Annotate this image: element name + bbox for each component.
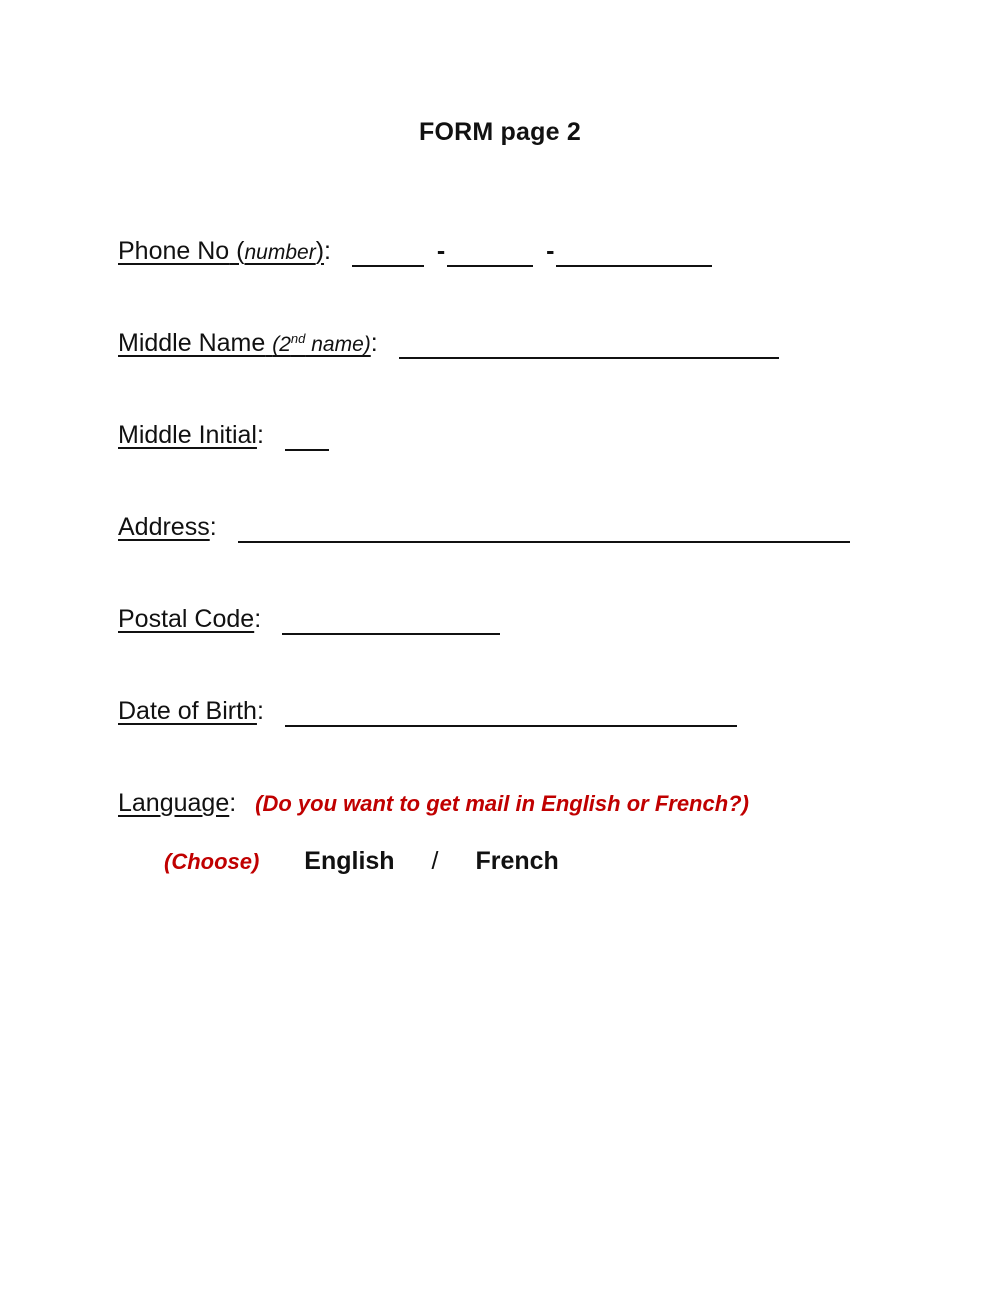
language-option-english[interactable]: English xyxy=(304,847,395,875)
phone-dash-2: - xyxy=(546,237,555,265)
middle-name-hint xyxy=(272,333,371,356)
phone-label-text: Phone No xyxy=(118,237,230,265)
date-of-birth-row xyxy=(118,694,737,728)
phone-line-input[interactable] xyxy=(556,239,712,267)
phone-prefix-input[interactable] xyxy=(447,239,533,267)
address-row xyxy=(118,510,850,544)
address-input[interactable] xyxy=(238,515,850,543)
language-question: (Do you want to get mail in English or French?) xyxy=(255,791,749,816)
middle-name-hint-prefix: (2 xyxy=(272,333,291,356)
address-label: Address xyxy=(118,513,210,541)
middle-name-label xyxy=(118,329,371,357)
date-of-birth-colon: : xyxy=(256,697,264,725)
phone-paren-open: ( xyxy=(229,237,245,265)
date-of-birth-label: Date of Birth xyxy=(118,697,257,725)
postal-code-input[interactable] xyxy=(282,607,500,635)
phone-row xyxy=(118,234,712,270)
postal-code-colon: : xyxy=(254,605,262,633)
middle-name-label-text: Middle Name xyxy=(118,329,266,357)
date-of-birth-input[interactable] xyxy=(285,699,737,727)
page-title: FORM page 2 xyxy=(419,118,581,146)
language-label: Language xyxy=(118,789,230,817)
language-row xyxy=(118,786,749,821)
language-colon: : xyxy=(229,789,237,817)
phone-paren-close: ) xyxy=(315,237,325,265)
middle-initial-label: Middle Initial xyxy=(118,421,257,449)
postal-code-label: Postal Code xyxy=(118,605,255,633)
phone-label xyxy=(118,237,324,265)
phone-colon: : xyxy=(324,237,331,265)
middle-initial-colon: : xyxy=(256,421,264,449)
phone-area-input[interactable] xyxy=(352,239,424,267)
phone-dash-1: - xyxy=(436,237,446,265)
middle-name-row xyxy=(118,326,779,362)
postal-code-row xyxy=(118,602,500,636)
language-choose-hint: (Choose) xyxy=(164,849,260,874)
middle-name-hint-suffix: name) xyxy=(305,333,371,356)
middle-initial-input[interactable] xyxy=(285,423,329,451)
address-colon: : xyxy=(209,513,217,541)
middle-initial-row xyxy=(118,418,329,452)
middle-name-colon: : xyxy=(370,329,378,357)
language-separator: / xyxy=(431,847,439,875)
language-choice-row xyxy=(164,844,559,879)
phone-hint: number xyxy=(244,241,316,264)
language-option-french[interactable]: French xyxy=(475,847,559,875)
middle-name-hint-sup: nd xyxy=(290,331,306,346)
middle-name-input[interactable] xyxy=(399,331,779,359)
